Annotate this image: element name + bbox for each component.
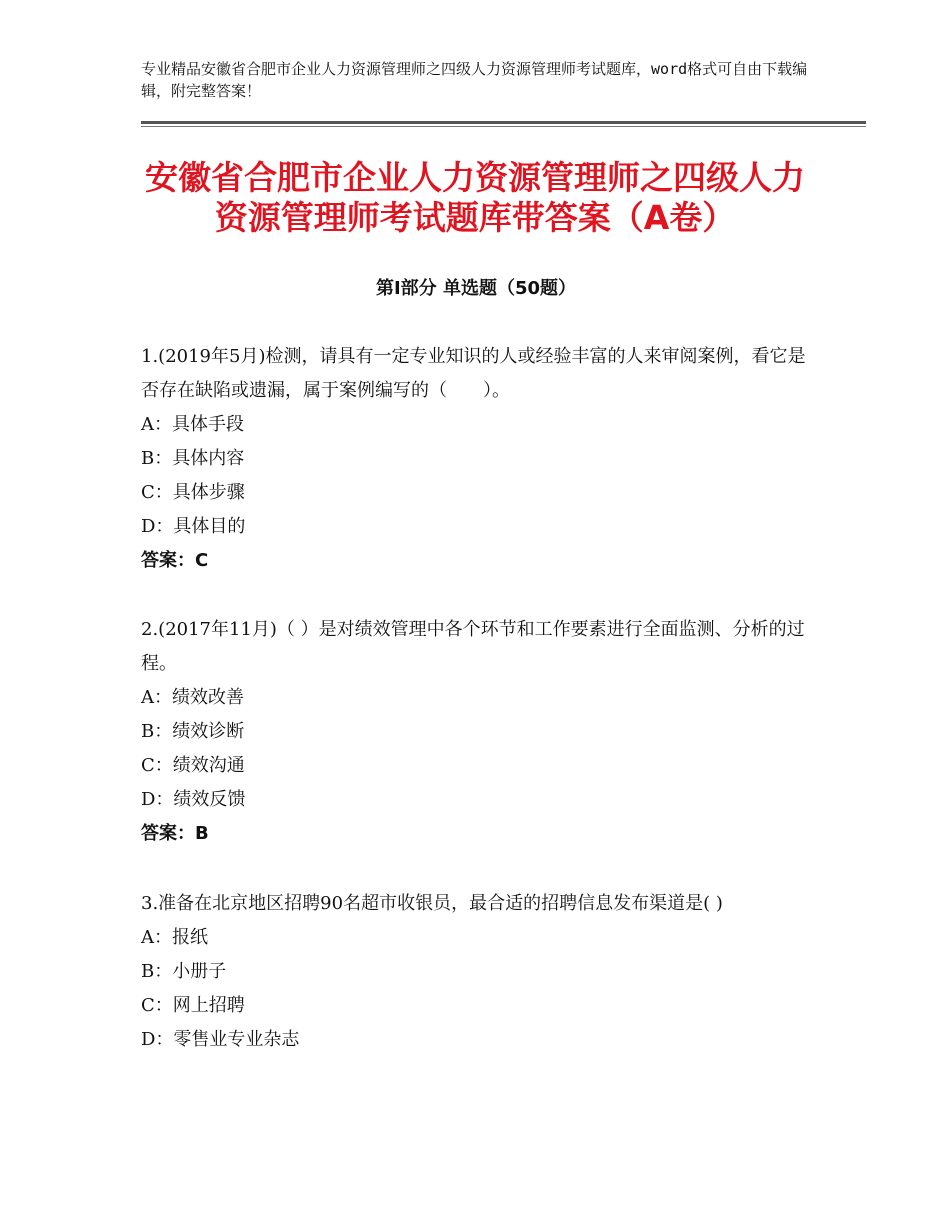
option-c: C：绩效沟通 [141,755,245,776]
question-stem: 1.(2019年5月)检测，请具有一定专业知识的人或经验丰富的人来审阅案例，看它是否存在缺陷或遗漏，属于案例编写的（ ）。 [141,346,806,401]
option-a: A：报纸 [141,927,208,948]
option-c: C：具体步骤 [141,482,245,503]
question-1 [141,340,811,578]
header-divider-thin [141,126,866,127]
header-divider-thick [141,121,866,124]
section-heading: 第Ⅰ部分 单选题（50题） [375,278,576,299]
question-2 [141,613,811,851]
option-a: A：具体手段 [141,414,244,435]
option-d: D：具体目的 [141,516,246,537]
question-stem: 2.(2017年11月)（ ）是对绩效管理中各个环节和工作要素进行全面监测、分析的过程。 [141,619,805,674]
answer-label: 答案：B [141,823,209,844]
option-a: A：绩效改善 [141,687,244,708]
option-b: B：具体内容 [141,448,245,469]
question-3 [141,887,811,1057]
answer-label: 答案：C [141,550,209,571]
header-note: 专业精品安徽省合肥市企业人力资源管理师之四级人力资源管理师考试题库，word格式可自由下载编辑，附完整答案！ [141,60,808,100]
option-b: B：绩效诊断 [141,721,245,742]
option-d: D：绩效反馈 [141,789,246,810]
document-title: 安徽省合肥市企业人力资源管理师之四级人力资源管理师考试题库带答案（A卷） [145,158,805,237]
option-c: C：网上招聘 [141,995,245,1016]
question-stem: 3.准备在北京地区招聘90名超市收银员，最合适的招聘信息发布渠道是( ) [141,893,723,914]
option-b: B：小册子 [141,961,227,982]
option-d: D：零售业专业杂志 [141,1029,300,1050]
